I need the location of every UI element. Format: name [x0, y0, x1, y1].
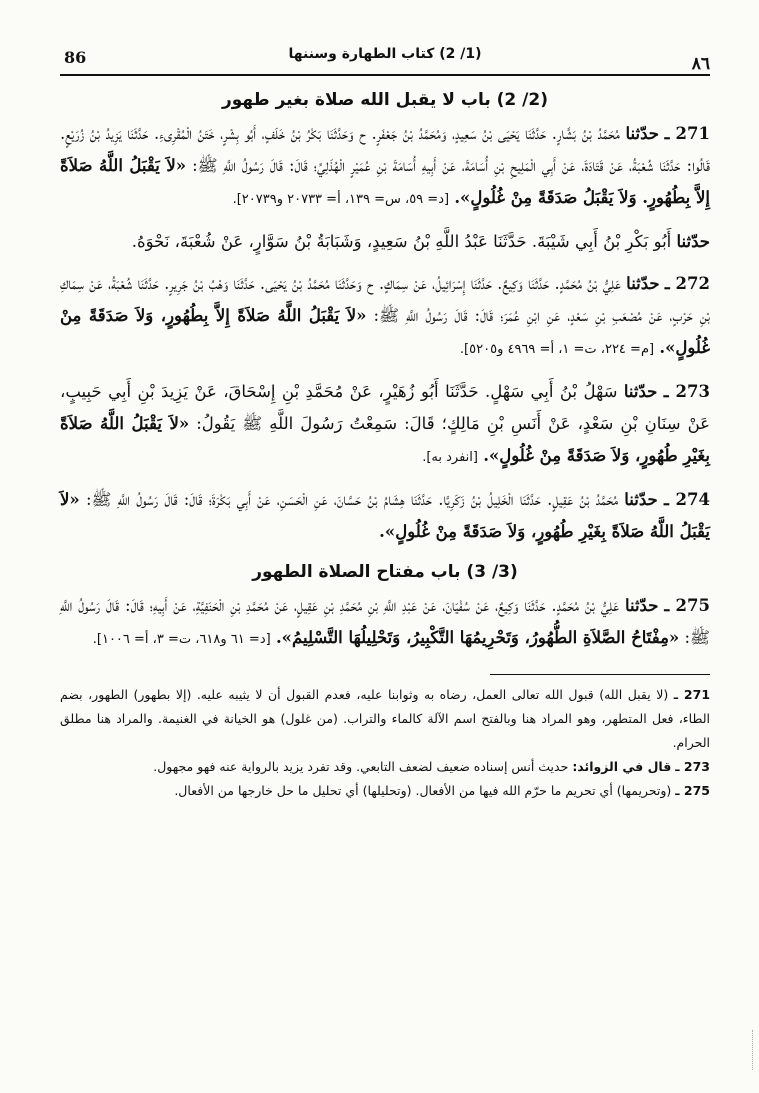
chapter-title: (3/ 3) باب مفتاح الصلاة الطهور — [252, 562, 518, 582]
hadith-paragraph — [60, 118, 710, 216]
hadith-reference: [انفرد به]. — [422, 450, 478, 465]
footnote-number: 275 ـ — [675, 783, 710, 798]
hadith-matn: «مِفْتَاحُ الصَّلاَةِ الطُّهُورُ، وَتَحْرِيمُهَا التَّكْبِيرُ، وَتَحْلِيلُهَا التَّسْلِيمُ». — [275, 628, 680, 647]
footnotes-container — [60, 683, 710, 803]
hadith-isnad: مُحَمَّدُ بْنُ عَقِيلٍ. حَدَّثَنَا الْخَلِيلُ بْنُ زَكَرِيَّا. حَدَّثَنَا هِشَامُ بْنُ حَسَّانَ، عَنِ الْحَسَنِ، عَنْ أَبِي بَكْرَةَ؛ قَالَ: قَالَ رَسُولُ اللَّهِ ﷺ: — [85, 490, 619, 509]
hadith-number: 271 ـ — [664, 124, 710, 143]
chapter-title: (2/ 2) باب لا يقبل الله صلاة بغير طهور — [221, 90, 549, 110]
footnote — [60, 779, 710, 803]
footnote-text: (لا يقبل الله) قبول الله تعالى العمل، رضاه به وثوابنا عليه، فعدم القبول أن لا يثيبه عليه. (إلا بطهور) الطهور، بضم الطاء، فعل المتطهر، وهو المراد هنا وبالفتح اسم الآلة كالماء والتراب. (من غلول) هو الخيانة في الغنيمة. والمراد هنا مطلق الحرام. — [60, 687, 710, 750]
hadith-matn: «لاَ يَقْبَلُ اللَّهُ صَلاَةً إِلاَّ بِطُهُورٍ، وَلاَ صَدَقَةً مِنْ غُلُولٍ». — [60, 306, 710, 357]
hadith-paragraph — [60, 590, 710, 656]
footnote — [60, 755, 710, 779]
hadith-isnad: عَلِيُّ بْنُ مُحَمَّدٍ. حَدَّثَنَا وَكِيعٌ، عَنْ سُفْيَانَ، عَنْ عَبْدِ اللَّهِ بْنِ مُحَمَّدِ بْنِ عَقِيلٍ، عَنْ مُحَمَّدِ بْنِ الْحَنَفِيَّةِ، عَنْ أَبِيهِ؛ قَالَ: قَالَ رَسُولُ اللَّهِ ﷺ: — [60, 596, 710, 647]
hadith-number: 273 ـ — [663, 382, 710, 401]
footnote-number: 271 ـ — [673, 687, 711, 702]
hadith-isnad: عَلِيُّ بْنُ مُحَمَّدٍ. حَدَّثَنَا وَكِيعٌ. حَدَّثَنَا إِسْرَائِيلُ، عَنْ سِمَاكٍ. ح وَحَدَّثَنَا مُحَمَّدُ بْنُ يَحْيَى. حَدَّثَنَا وَهْبُ بْنُ جَرِيرٍ. حَدَّثَنَا شُعْبَةُ، عَنْ سِمَاكِ بْنِ حَرْبٍ، عَنْ مُصْعَبِ بْنِ سَعْدٍ، عَنِ ابْنِ عُمَرَ؛ قَالَ: قَالَ رَسُولُ اللَّهِ ﷺ: — [60, 274, 710, 325]
hadith-lead: حدّثنا — [676, 232, 710, 251]
hadith-lead: حدّثنا — [624, 490, 658, 509]
footnote-number: 273 ـ — [675, 759, 710, 774]
hadith-reference: [د= ٥٩، س= ١٣٩، أ= ٢٠٧٣٣ و٢٠٧٣٩]. — [232, 192, 450, 207]
footnote-keyword: قال في الزوائد: — [572, 759, 672, 774]
hadith-isnad: أَبُو بَكْرِ بْنُ أَبِي شَيْبَةَ. حَدَّثَنَا عَبْدُ اللَّهِ بْنُ سَعِيدٍ، وَشَبَابَةُ بْنُ سَوَّارٍ، عَنْ شُعْبَةَ، نَحْوَهُ. — [131, 232, 672, 251]
footnote-text: (وتحريمها) أي تحريم ما حرّم الله فيها من الأفعال. (وتحليلها) أي تحليل ما حل خارجها من الأفعال. — [174, 783, 672, 798]
hadith-matn: «لاَ يَقْبَلُ اللَّهُ صَلاَةً بِغَيْرِ طُهُورٍ، وَلاَ صَدَقَةً مِنْ غُلُولٍ». — [60, 490, 710, 541]
hadith-lead: حدّثنا — [626, 274, 660, 293]
hadith-paragraph — [60, 484, 710, 548]
running-title: (1/ 2) كتاب الطهارة وسننها — [288, 46, 482, 62]
chapters-container — [60, 90, 710, 656]
hadith-lead: حدّثنا — [625, 124, 659, 143]
hadith-matn: «لاَ يَقْبَلُ اللَّهُ صَلاَةً إِلاَّ بِطُهُورٍ. وَلاَ يَقْبَلُ صَدَقَةً مِنْ غُلُولٍ». — [60, 156, 710, 207]
footnote — [60, 683, 710, 755]
scan-edge-marks — [746, 1030, 753, 1070]
page-header — [60, 40, 710, 74]
hadith-number: 275 ـ — [664, 596, 710, 615]
page-number-arabic: ٨٦ — [691, 54, 710, 74]
footnote-text: حديث أنس إسناده ضعيف لضعف التابعي. وقد تفرد يزيد بالرواية عنه فهو مجهول. — [153, 759, 569, 774]
hadith-isnad: مُحَمَّدُ بْنُ بَشَّارٍ. حَدَّثَنَا يَحْيَى بْنُ سَعِيدٍ، وَمُحَمَّدُ بْنُ جَعْفَرٍ. ح وَحَدَّثَنَا بَكْرُ بْنُ خَلَفٍ، أَبُو بِشْرٍ، خَتَنُ الْمُقْرِىءِ. حَدَّثَنَا يَزِيدُ بْنُ زُرَيْعٍ. قَالُوا: حَدَّثَنَا شُعْبَةُ، عَنْ قَتَادَةَ، عَنْ أَبِي الْمَلِيحِ بْنِ أُسَامَةَ، عَنْ أَبِيهِ أُسَامَةَ بْنِ عُمَيْرٍ الْهُذَلِيِّ؛ قَالَ: قَالَ رَسُولُ اللَّهِ ﷺ: — [60, 124, 711, 175]
footnote-rule — [490, 674, 710, 675]
hadith-number: 274 ـ — [663, 490, 710, 509]
hadith-reference: [م= ٢٢٤، ت= ١، أ= ٤٩٦٩ و٥٢٠٥]. — [459, 342, 655, 357]
hadith-matn: «لاَ يَقْبَلُ اللَّهُ صَلاَةً بِغَيْرِ طُهُورٍ، وَلاَ صَدَقَةً مِنْ غُلُولٍ». — [60, 414, 710, 465]
hadith-lead: حدّثنا — [624, 596, 659, 615]
hadith-isnad: سَهْلُ بْنُ أَبِي سَهْلٍ. حَدَّثَنَا أَبُو زُهَيْرٍ، عَنْ مُحَمَّدِ بْنِ إِسْحَاقَ، عَنْ يَزِيدَ بْنِ أَبِي حَبِيبٍ، عَنْ سِنَانِ بْنِ سَعْدٍ، عَنْ أَنَسِ بْنِ مَالِكٍ؛ قَالَ: سَمِعْتُ رَسُولَ اللَّهِ ﷺ يَقُولُ: — [60, 382, 711, 433]
hadith-reference: [د= ٦١ و٦١٨، ت= ٣، أ= ١٠٠٦]. — [92, 632, 271, 647]
hadith-paragraph — [60, 226, 710, 258]
header-rule — [60, 74, 710, 76]
book-page — [60, 40, 710, 803]
hadith-number: 272 ـ — [664, 274, 710, 293]
hadith-paragraph — [60, 268, 710, 366]
page-number-latin: 86 — [64, 48, 87, 67]
hadith-lead: حدّثنا — [623, 382, 658, 401]
hadith-paragraph — [60, 376, 710, 474]
